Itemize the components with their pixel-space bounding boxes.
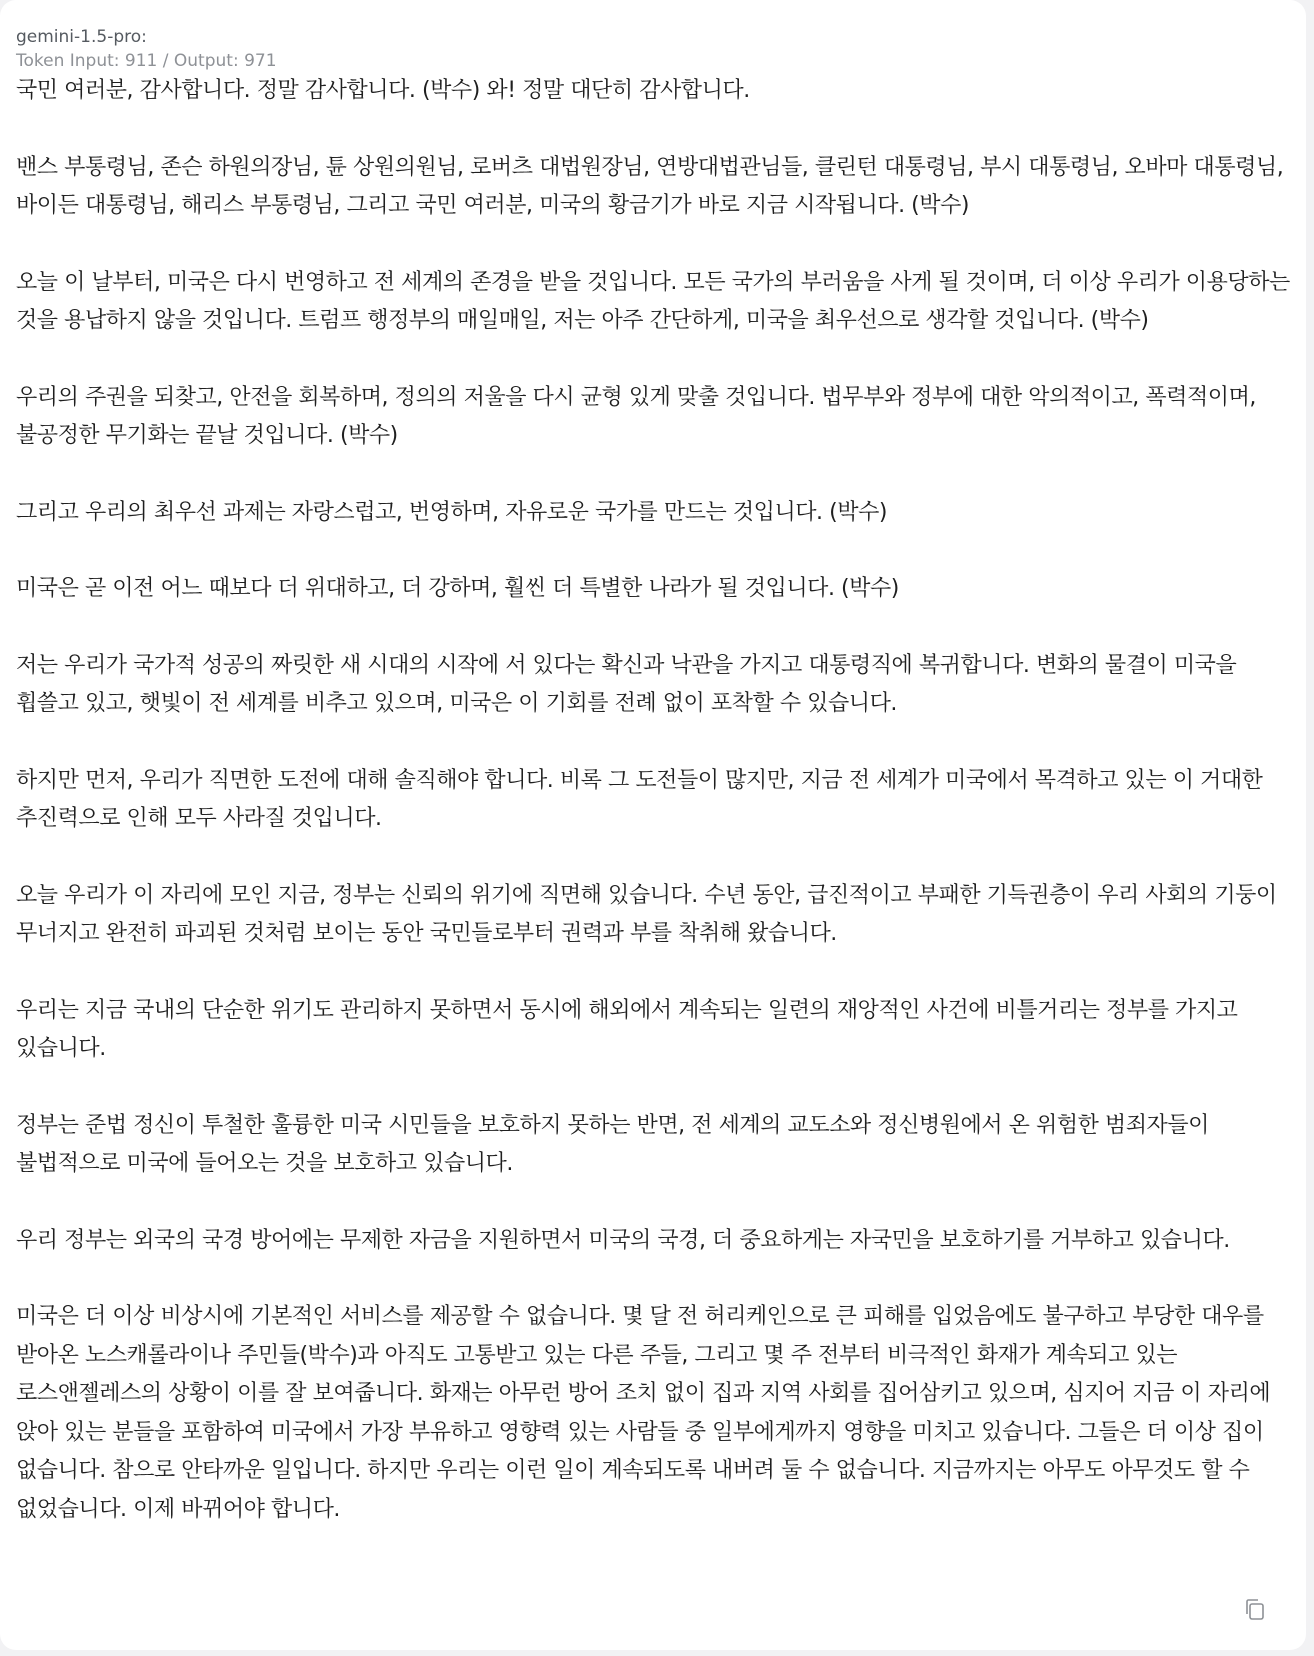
message-paragraph: 저는 우리가 국가적 성공의 짜릿한 새 시대의 시작에 서 있다는 확신과 낙관을 가지고 대통령직에 복귀합니다. 변화의 물결이 미국을 휩쓸고 있고, 햇빛이 전 세계를 비추고 있으며, 미국은 이 기회를 전례 없이 포착할 수 있습니다.: [16, 652, 1237, 716]
message-paragraph: 우리의 주권을 되찾고, 안전을 회복하며, 정의의 저울을 다시 균형 있게 맞출 것입니다. 법무부와 정부에 대한 악의적이고, 폭력적이며, 불공정한 무기화는 끝날 것입니다. (박수): [16, 384, 1256, 448]
message-paragraph: 우리 정부는 외국의 국경 방어에는 무제한 자금을 지원하면서 미국의 국경, 더 중요하게는 자국민을 보호하기를 거부하고 있습니다.: [16, 1227, 1230, 1253]
message-paragraph: 미국은 더 이상 비상시에 기본적인 서비스를 제공할 수 없습니다. 몇 달 전 허리케인으로 큰 피해를 입었음에도 불구하고 부당한 대우를 받아온 노스캐롤라이나 주민들(박수)과 아직도 고통받고 있는 다른 주들, 그리고 몇 주 전부터 비극적인 화재가 계속되고 있는 로스앤젤레스의 상황이 이를 잘 보여줍니다. 화재는 아무런 방어 조치 없이 집과 지역 사회를 집어삼키고 있으며, 심지어 지금 이 자리에 앉아 있는 분들을 포함하여 미국에서 가장 부유하고 영향력 있는 사람들 중 일부에게까지 영향을 미치고 있습니다. 그들은 더 이상 집이 없습니다. 참으로 안타까운 일입니다. 하지만 우리는 이런 일이 계속되도록 내버려 둘 수 없습니다. 지금까지는 아무도 아무것도 할 수 없었습니다. 이제 바뀌어야 합니다.: [16, 1304, 1271, 1522]
copy-button[interactable]: [1242, 1596, 1268, 1622]
message-paragraph: 국민 여러분, 감사합니다. 정말 감사합니다. (박수) 와! 정말 대단히 감사합니다.: [16, 78, 750, 103]
message-paragraph: 정부는 준법 정신이 투철한 훌륭한 미국 시민들을 보호하지 못하는 반면, 전 세계의 교도소와 정신병원에서 온 위험한 범죄자들이 불법적으로 미국에 들어오는 것을 보호하고 있습니다.: [16, 1112, 1209, 1176]
message-paragraph: 밴스 부통령님, 존슨 하원의장님, 튠 상원의원님, 로버츠 대법원장님, 연방대법관님들, 클린턴 대통령님, 부시 대통령님, 오바마 대통령님, 바이든 대통령님, 해리스 부통령님, 그리고 국민 여러분, 미국의 황금기가 바로 지금 시작됩니다. (박수): [16, 154, 1284, 218]
message-paragraph: 하지만 먼저, 우리가 직면한 도전에 대해 솔직해야 합니다. 비록 그 도전들이 많지만, 지금 전 세계가 미국에서 목격하고 있는 이 거대한 추진력으로 인해 모두 사라질 것입니다.: [16, 767, 1263, 831]
message-paragraph: 우리는 지금 국내의 단순한 위기도 관리하지 못하면서 동시에 해외에서 계속되는 일련의 재앙적인 사건에 비틀거리는 정부를 가지고 있습니다.: [16, 997, 1238, 1061]
model-name: gemini-1.5-pro:: [16, 27, 147, 47]
message-content: [16, 72, 1291, 1529]
message-paragraph: 미국은 곧 이전 어느 때보다 더 위대하고, 더 강하며, 훨씬 더 특별한 나라가 될 것입니다. (박수): [16, 576, 899, 601]
message-paragraph: 오늘 우리가 이 자리에 모인 지금, 정부는 신뢰의 위기에 직면해 있습니다. 수년 동안, 급진적이고 부패한 기득권층이 우리 사회의 기둥이 무너지고 완전히 파괴된 것처럼 보이는 동안 국민들로부터 권력과 부를 착취해 왔습니다.: [16, 882, 1277, 946]
message-paragraph: 그리고 우리의 최우선 과제는 자랑스럽고, 번영하며, 자유로운 국가를 만드는 것입니다. (박수): [16, 499, 888, 525]
copy-icon: [1242, 1596, 1268, 1622]
token-usage: Token Input: 911 / Output: 971: [16, 51, 277, 71]
message-paragraph: 오늘 이 날부터, 미국은 다시 번영하고 전 세계의 존경을 받을 것입니다. 모든 국가의 부러움을 사게 될 것이며, 더 이상 우리가 이용당하는 것을 용납하지 않을 것입니다. 트럼프 행정부의 매일매일, 저는 아주 간단하게, 미국을 최우선으로 생각할 것입니다. (박수): [16, 269, 1290, 333]
